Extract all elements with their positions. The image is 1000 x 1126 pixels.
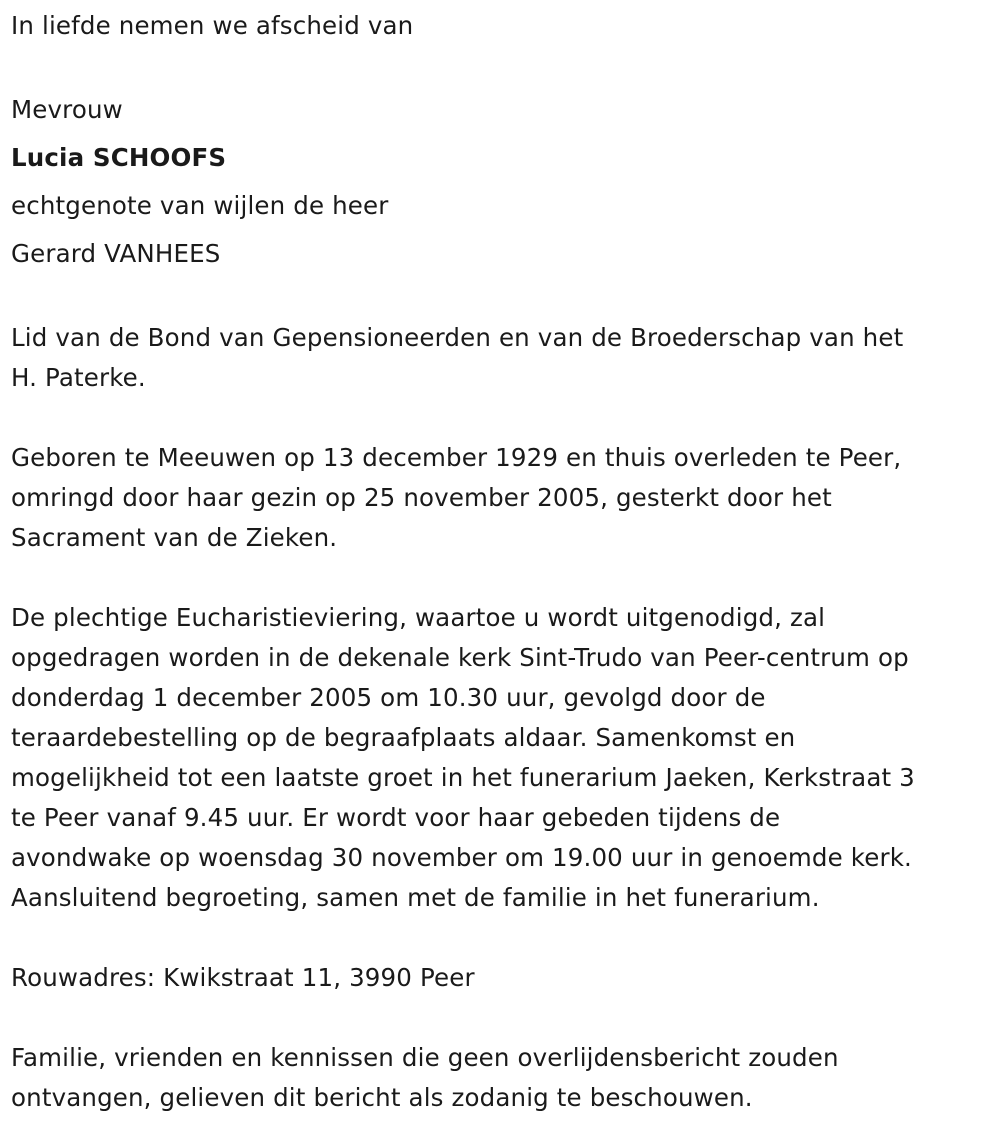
ceremony-paragraph xyxy=(11,598,990,918)
membership-line: Lid van de Bond van Gepensioneerden en van de Broederschap van het xyxy=(11,323,904,352)
membership-line: H. Paterke. xyxy=(11,363,146,392)
ceremony-line: avondwake op woensdag 30 november om 19.00 uur in genoemde kerk. xyxy=(11,843,912,872)
ceremony-line: te Peer vanaf 9.45 uur. Er wordt voor haar gebeden tijdens de xyxy=(11,803,781,832)
intro-text: In liefde nemen we afscheid van xyxy=(11,11,414,40)
ceremony-line: opgedragen worden in de dekenale kerk Sint-Trudo van Peer-centrum op xyxy=(11,643,909,672)
deceased-name: Lucia SCHOOFS xyxy=(11,143,227,172)
ceremony-line: Aansluitend begroeting, samen met de familie in het funerarium. xyxy=(11,883,820,912)
spacer xyxy=(11,46,990,86)
ceremony-line: teraardebestelling op de begraafplaats aldaar. Samenkomst en xyxy=(11,723,796,752)
spacer xyxy=(11,998,990,1038)
deceased-block xyxy=(11,86,990,278)
birth-death-paragraph xyxy=(11,438,990,558)
membership-paragraph xyxy=(11,318,990,398)
spacer xyxy=(11,918,990,958)
deceased-relation: echtgenote van wijlen de heer xyxy=(11,191,389,220)
deceased-title: Mevrouw xyxy=(11,95,123,124)
spouse-name: Gerard VANHEES xyxy=(11,239,221,268)
closing-line: ontvangen, gelieven dit bericht als zodanig te beschouwen. xyxy=(11,1083,753,1112)
closing-line: Familie, vrienden en kennissen die geen overlijdensbericht zouden xyxy=(11,1043,839,1072)
ceremony-line: mogelijkheid tot een laatste groet in het funerarium Jaeken, Kerkstraat 3 xyxy=(11,763,915,792)
ceremony-line: donderdag 1 december 2005 om 10.30 uur, gevolgd door de xyxy=(11,683,766,712)
birth-death-line: Sacrament van de Zieken. xyxy=(11,523,338,552)
spacer xyxy=(11,558,990,598)
closing-paragraph xyxy=(11,1038,990,1118)
spacer xyxy=(11,278,990,318)
mourning-address: Rouwadres: Kwikstraat 11, 3990 Peer xyxy=(11,963,475,992)
ceremony-line: De plechtige Eucharistieviering, waartoe u wordt uitgenodigd, zal xyxy=(11,603,826,632)
birth-death-line: omringd door haar gezin op 25 november 2005, gesterkt door het xyxy=(11,483,832,512)
birth-death-line: Geboren te Meeuwen op 13 december 1929 en thuis overleden te Peer, xyxy=(11,443,902,472)
spacer xyxy=(11,398,990,438)
